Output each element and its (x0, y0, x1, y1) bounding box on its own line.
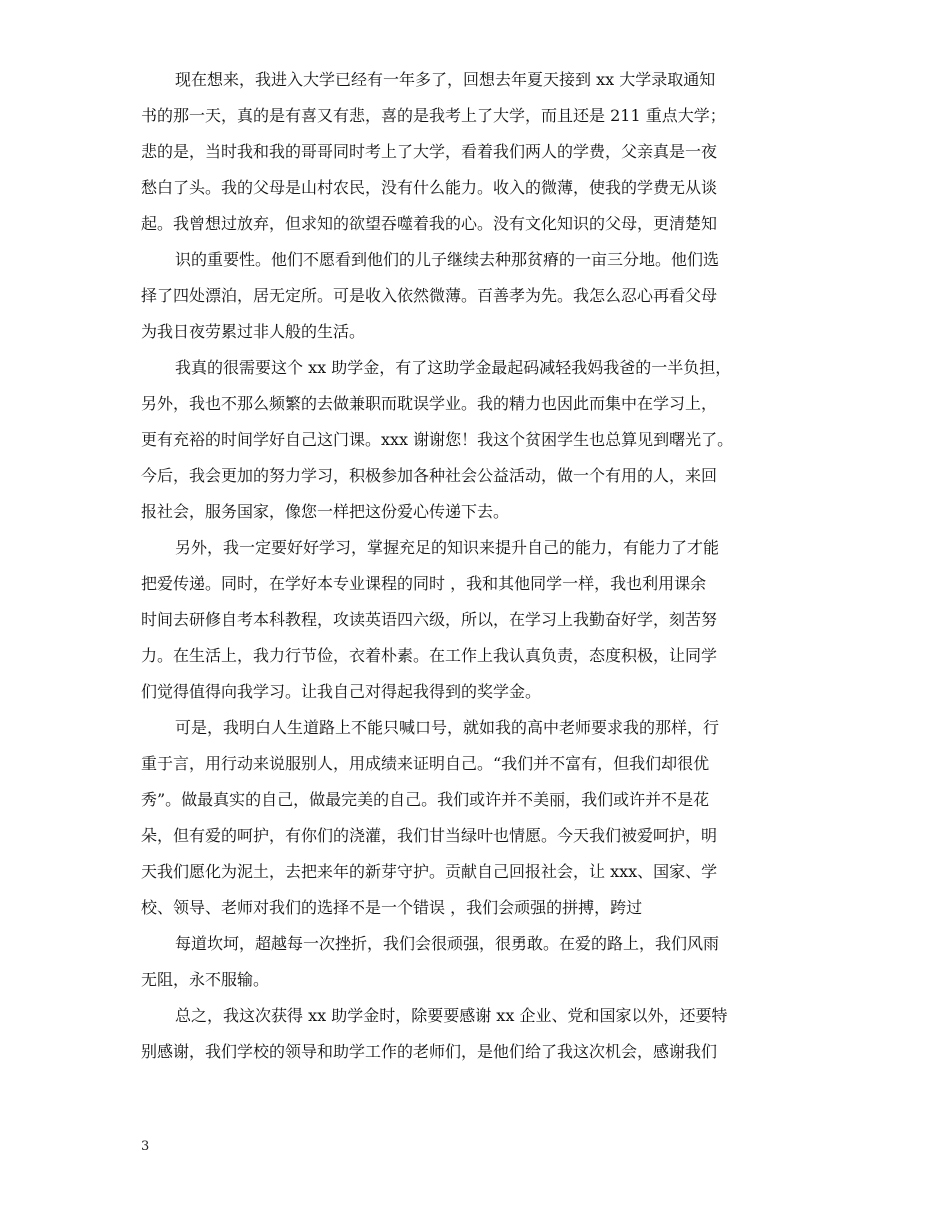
text-line: 可是，我明白人生道路上不能只喊口号，就如我的高中老师要求我的那样，行 (175, 718, 720, 737)
text-line: 别感谢，我们学校的领导和助学工作的老师们，是他们给了我这次机会，感谢我们 (141, 1042, 718, 1061)
text-line: 更有充裕的时间学好自己这门课。xxx 谢谢您！我这个贫困学生也总算见到曙光了。 (141, 430, 734, 449)
text-line: 我真的很需要这个 xx 助学金，有了这助学金最起码减轻我妈我爸的一半负担， (175, 358, 732, 377)
text-line: 朵，但有爱的呵护，有你们的浇灌，我们甘当绿叶也情愿。今天我们被爱呵护，明 (141, 826, 718, 845)
text-line: 报社会，服务国家，像您一样把这份爱心传递下去。 (141, 502, 510, 521)
text-line: 校、领导、老师对我们的选择不是一个错误 ，我们会顽强的拼搏，跨过 (141, 898, 643, 917)
text-line: 把爱传递。同时，在学好本专业课程的同时 ，我和其他同学一样，我也利用课余 (141, 574, 707, 593)
text-line: 总之，我这次获得 xx 助学金时，除要要感谢 xx 企业、党和国家以外，还要特 (175, 1006, 728, 1025)
document-body (141, 62, 811, 1070)
text-line: 时间去研修自考本科教程，攻读英语四六级，所以，在学习上我勤奋好学，刻苦努 (141, 610, 718, 629)
text-line: 现在想来，我进入大学已经有一年多了，回想去年夏天接到 xx 大学录取通知 (175, 70, 716, 89)
text-line: 今后，我会更加的努力学习，积极参加各种社会公益活动，做一个有用的人，来回 (141, 466, 718, 485)
text-line: 另外，我一定要好好学习，掌握充足的知识来提升自己的能力，有能力了才能 (175, 538, 720, 557)
text-line: 另外，我也不那么频繁的去做兼职而耽误学业。我的精力也因此而集中在学习上， (141, 394, 718, 413)
text-line: 重于言，用行动来说服别人，用成绩来证明自己。“我们并不富有，但我们却很优 (141, 754, 710, 773)
text-line: 书的那一天，真的是有喜又有悲，喜的是我考上了大学，而且还是 211 重点大学； (141, 106, 726, 125)
text-line: 愁白了头。我的父母是山村农民，没有什么能力。收入的微薄，使我的学费无从谈 (141, 178, 718, 197)
text-line: 悲的是，当时我和我的哥哥同时考上了大学，看着我们两人的学费，父亲真是一夜 (141, 142, 718, 161)
text-line: 择了四处漂泊，居无定所。可是收入依然微薄。百善孝为先。我怎么忍心再看父母 (141, 286, 718, 305)
text-line: 们觉得值得向我学习。让我自己对得起我得到的奖学金。 (141, 682, 542, 701)
text-line: 识的重要性。他们不愿看到他们的儿子继续去种那贫瘠的一亩三分地。他们选 (175, 250, 720, 269)
text-line: 力。在生活上，我力行节俭，衣着朴素。在工作上我认真负责，态度积极，让同学 (141, 646, 718, 665)
text-line: 天我们愿化为泥土，去把来年的新芽守护。贡献自己回报社会，让 xxx、国家、学 (141, 862, 718, 881)
text-line: 秀”。做最真实的自己，做最完美的自己。我们或许并不美丽，我们或许并不是花 (141, 790, 710, 809)
text-line: 每道坎坷，超越每一次挫折，我们会很顽强，很勇敢。在爱的路上，我们风雨 (175, 934, 720, 953)
page-number: 3 (141, 1139, 150, 1154)
text-line: 无阻，永不服输。 (141, 970, 270, 989)
text-line: 为我日夜劳累过非人般的生活。 (141, 322, 366, 341)
text-line: 起。我曾想过放弃，但求知的欲望吞噬着我的心。没有文化知识的父母，更清楚知 (141, 214, 718, 233)
